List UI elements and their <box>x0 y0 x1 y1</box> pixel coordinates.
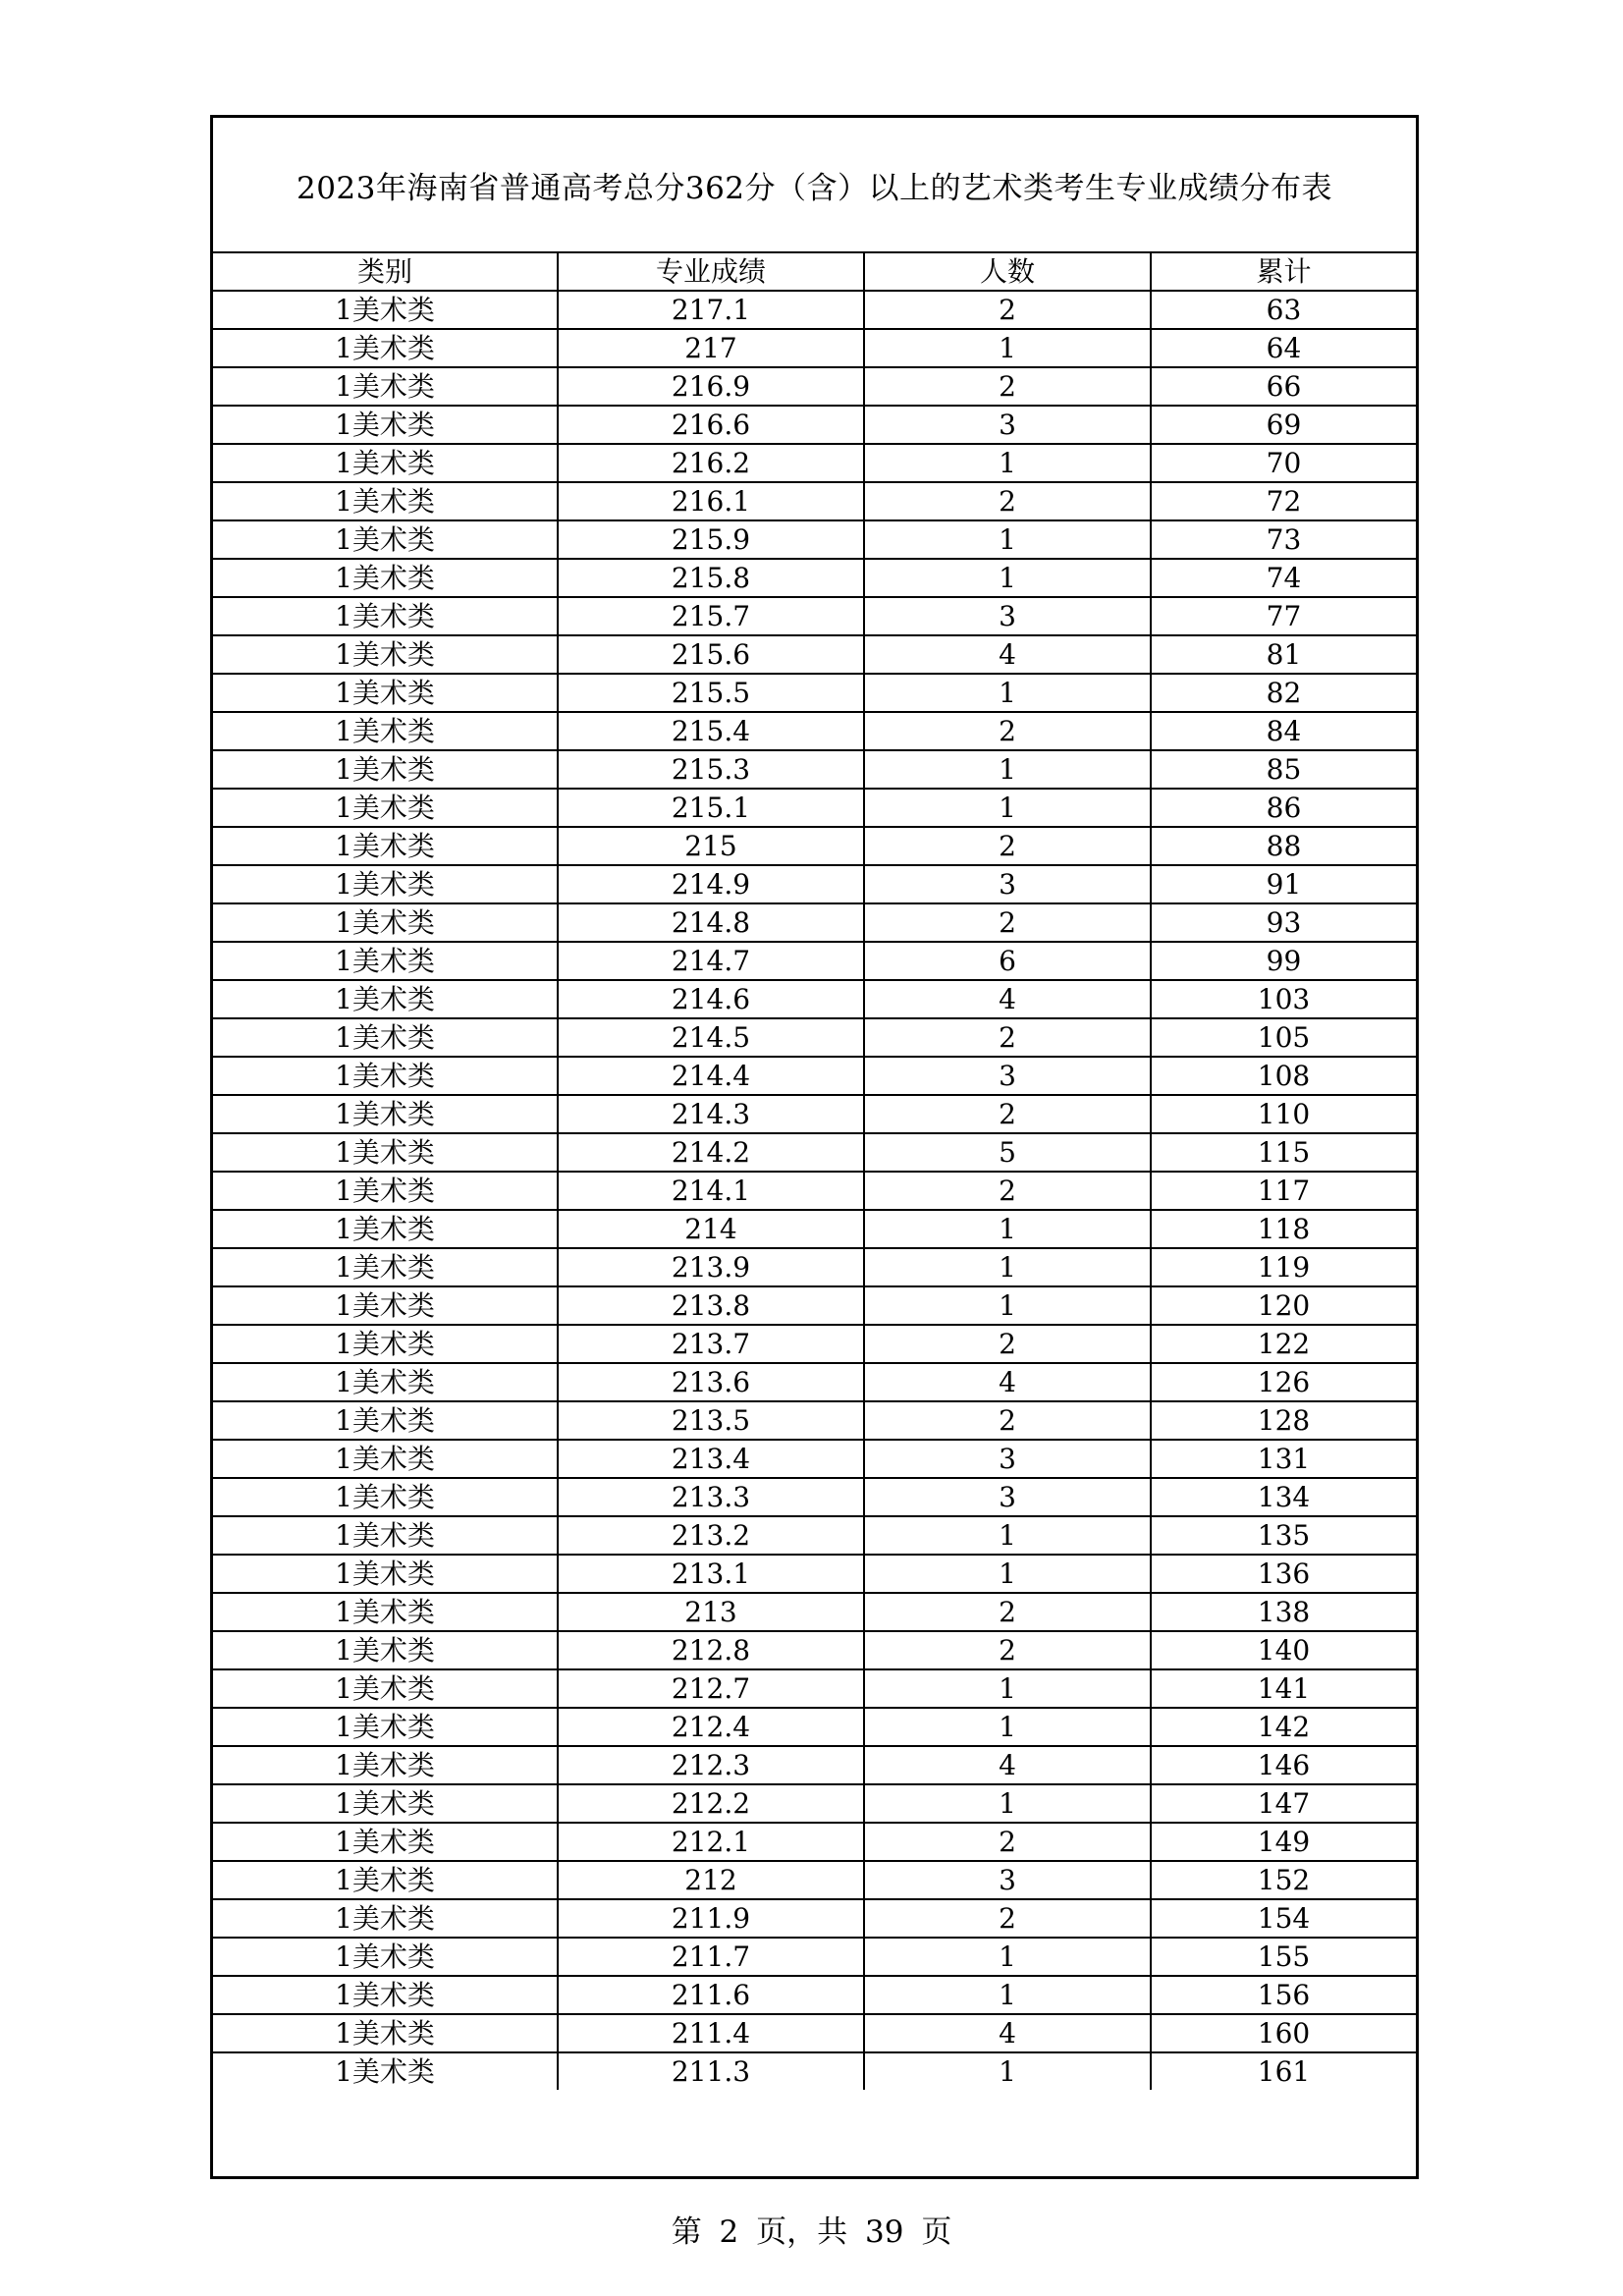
cell-cumulative: 103 <box>1151 980 1416 1018</box>
cell-count: 2 <box>864 712 1151 750</box>
cell-category: 1美术类 <box>213 1669 558 1708</box>
cell-score: 213.8 <box>558 1286 864 1325</box>
table-row <box>213 1363 1416 1401</box>
table-row <box>213 1593 1416 1631</box>
cell-category: 1美术类 <box>213 1784 558 1823</box>
cell-category: 1美术类 <box>213 1555 558 1593</box>
cell-cumulative: 88 <box>1151 827 1416 865</box>
cell-cumulative: 105 <box>1151 1018 1416 1057</box>
cell-count: 1 <box>864 1248 1151 1286</box>
table-row <box>213 329 1416 367</box>
cell-score: 214.5 <box>558 1018 864 1057</box>
cell-count: 2 <box>864 1095 1151 1133</box>
cell-category: 1美术类 <box>213 2052 558 2090</box>
cell-cumulative: 91 <box>1151 865 1416 903</box>
table-row <box>213 750 1416 789</box>
cell-cumulative: 122 <box>1151 1325 1416 1363</box>
cell-count: 1 <box>864 329 1151 367</box>
cell-score: 216.6 <box>558 406 864 444</box>
cell-category: 1美术类 <box>213 1248 558 1286</box>
cell-category: 1美术类 <box>213 903 558 942</box>
cell-score: 213.7 <box>558 1325 864 1363</box>
table-row <box>213 2052 1416 2090</box>
cell-score: 214.4 <box>558 1057 864 1095</box>
cell-score: 217.1 <box>558 291 864 329</box>
table-row <box>213 1631 1416 1669</box>
cell-category: 1美术类 <box>213 1325 558 1363</box>
cell-category: 1美术类 <box>213 597 558 635</box>
table-row <box>213 1478 1416 1516</box>
table-body <box>213 291 1416 2090</box>
cell-score: 212.8 <box>558 1631 864 1669</box>
cell-count: 1 <box>864 1938 1151 1976</box>
cell-cumulative: 154 <box>1151 1899 1416 1938</box>
cell-cumulative: 134 <box>1151 1478 1416 1516</box>
cell-category: 1美术类 <box>213 291 558 329</box>
cell-count: 3 <box>864 1478 1151 1516</box>
cell-category: 1美术类 <box>213 827 558 865</box>
cell-category: 1美术类 <box>213 1516 558 1555</box>
cell-score: 213.6 <box>558 1363 864 1401</box>
cell-category: 1美术类 <box>213 1018 558 1057</box>
cell-score: 215.7 <box>558 597 864 635</box>
cell-count: 4 <box>864 1363 1151 1401</box>
cell-score: 215.8 <box>558 559 864 597</box>
cell-count: 4 <box>864 980 1151 1018</box>
table-row <box>213 1018 1416 1057</box>
cell-cumulative: 161 <box>1151 2052 1416 2090</box>
table-row <box>213 1708 1416 1746</box>
cell-count: 1 <box>864 1708 1151 1746</box>
table-row <box>213 903 1416 942</box>
cell-category: 1美术类 <box>213 482 558 520</box>
cell-cumulative: 131 <box>1151 1440 1416 1478</box>
cell-score: 215.4 <box>558 712 864 750</box>
cell-count: 3 <box>864 1440 1151 1478</box>
footer-prefix: 第 <box>671 2214 702 2250</box>
table-row <box>213 520 1416 559</box>
cell-cumulative: 64 <box>1151 329 1416 367</box>
column-header-score: 专业成绩 <box>558 252 864 291</box>
cell-category: 1美术类 <box>213 1095 558 1133</box>
table-row <box>213 1057 1416 1095</box>
cell-category: 1美术类 <box>213 1401 558 1440</box>
cell-score: 212.1 <box>558 1823 864 1861</box>
cell-category: 1美术类 <box>213 980 558 1018</box>
cell-score: 212.3 <box>558 1746 864 1784</box>
cell-category: 1美术类 <box>213 1172 558 1210</box>
cell-score: 214.6 <box>558 980 864 1018</box>
cell-cumulative: 140 <box>1151 1631 1416 1669</box>
table-row <box>213 1976 1416 2014</box>
cell-category: 1美术类 <box>213 1440 558 1478</box>
table-row <box>213 712 1416 750</box>
cell-score: 216.9 <box>558 367 864 406</box>
cell-category: 1美术类 <box>213 1708 558 1746</box>
cell-count: 5 <box>864 1133 1151 1172</box>
cell-category: 1美术类 <box>213 406 558 444</box>
cell-count: 2 <box>864 1401 1151 1440</box>
cell-score: 212.7 <box>558 1669 864 1708</box>
page-title: 2023年海南省普通高考总分362分（含）以上的艺术类考生专业成绩分布表 <box>296 170 1333 206</box>
cell-category: 1美术类 <box>213 1057 558 1095</box>
table-row <box>213 1669 1416 1708</box>
cell-cumulative: 146 <box>1151 1746 1416 1784</box>
table-row <box>213 1746 1416 1784</box>
table-row <box>213 635 1416 674</box>
cell-score: 214.1 <box>558 1172 864 1210</box>
table-row <box>213 1286 1416 1325</box>
cell-score: 211.9 <box>558 1899 864 1938</box>
table-row <box>213 1516 1416 1555</box>
cell-count: 1 <box>864 2052 1151 2090</box>
cell-count: 3 <box>864 597 1151 635</box>
cell-count: 2 <box>864 1593 1151 1631</box>
cell-count: 1 <box>864 559 1151 597</box>
cell-cumulative: 110 <box>1151 1095 1416 1133</box>
cell-cumulative: 81 <box>1151 635 1416 674</box>
table-row <box>213 865 1416 903</box>
cell-score: 213.2 <box>558 1516 864 1555</box>
cell-category: 1美术类 <box>213 1133 558 1172</box>
cell-score: 213.3 <box>558 1478 864 1516</box>
cell-score: 213 <box>558 1593 864 1631</box>
cell-cumulative: 117 <box>1151 1172 1416 1210</box>
cell-category: 1美术类 <box>213 444 558 482</box>
footer-suffix: 页 <box>921 2214 952 2250</box>
column-header-cumulative: 累计 <box>1151 252 1416 291</box>
table-row <box>213 1401 1416 1440</box>
table-row <box>213 1172 1416 1210</box>
cell-category: 1美术类 <box>213 1861 558 1899</box>
cell-cumulative: 128 <box>1151 1401 1416 1440</box>
table-frame <box>210 115 1419 2179</box>
table-row <box>213 980 1416 1018</box>
cell-count: 1 <box>864 789 1151 827</box>
table-row <box>213 597 1416 635</box>
cell-category: 1美术类 <box>213 1938 558 1976</box>
cell-cumulative: 147 <box>1151 1784 1416 1823</box>
cell-cumulative: 70 <box>1151 444 1416 482</box>
table-row <box>213 1938 1416 1976</box>
cell-score: 211.7 <box>558 1938 864 1976</box>
table-row <box>213 482 1416 520</box>
cell-count: 1 <box>864 1669 1151 1708</box>
cell-score: 215.6 <box>558 635 864 674</box>
cell-count: 4 <box>864 1746 1151 1784</box>
cell-count: 1 <box>864 1286 1151 1325</box>
cell-category: 1美术类 <box>213 329 558 367</box>
cell-count: 2 <box>864 1325 1151 1363</box>
cell-score: 214.3 <box>558 1095 864 1133</box>
cell-cumulative: 99 <box>1151 942 1416 980</box>
cell-score: 214.8 <box>558 903 864 942</box>
cell-count: 1 <box>864 674 1151 712</box>
cell-score: 213.1 <box>558 1555 864 1593</box>
cell-count: 1 <box>864 444 1151 482</box>
cell-count: 2 <box>864 482 1151 520</box>
footer-page-number: 2 <box>719 2214 739 2250</box>
cell-count: 4 <box>864 2014 1151 2052</box>
cell-score: 213.9 <box>558 1248 864 1286</box>
cell-cumulative: 84 <box>1151 712 1416 750</box>
cell-category: 1美术类 <box>213 559 558 597</box>
cell-count: 2 <box>864 1172 1151 1210</box>
cell-category: 1美术类 <box>213 865 558 903</box>
cell-cumulative: 119 <box>1151 1248 1416 1286</box>
cell-category: 1美术类 <box>213 1286 558 1325</box>
cell-cumulative: 72 <box>1151 482 1416 520</box>
cell-count: 3 <box>864 1861 1151 1899</box>
cell-score: 211.4 <box>558 2014 864 2052</box>
cell-count: 2 <box>864 1823 1151 1861</box>
cell-score: 215 <box>558 827 864 865</box>
table-row <box>213 559 1416 597</box>
table-row <box>213 1823 1416 1861</box>
cell-category: 1美术类 <box>213 1363 558 1401</box>
cell-category: 1美术类 <box>213 674 558 712</box>
cell-cumulative: 77 <box>1151 597 1416 635</box>
cell-category: 1美术类 <box>213 635 558 674</box>
column-header-category: 类别 <box>213 252 558 291</box>
table-row <box>213 367 1416 406</box>
table-row <box>213 674 1416 712</box>
cell-category: 1美术类 <box>213 1210 558 1248</box>
cell-category: 1美术类 <box>213 1593 558 1631</box>
table-row <box>213 1210 1416 1248</box>
cell-category: 1美术类 <box>213 789 558 827</box>
table-row <box>213 1555 1416 1593</box>
cell-score: 214.7 <box>558 942 864 980</box>
cell-score: 212.4 <box>558 1708 864 1746</box>
cell-category: 1美术类 <box>213 367 558 406</box>
table-row <box>213 1325 1416 1363</box>
cell-score: 211.3 <box>558 2052 864 2090</box>
cell-score: 216.2 <box>558 444 864 482</box>
cell-cumulative: 135 <box>1151 1516 1416 1555</box>
table-row <box>213 1899 1416 1938</box>
cell-score: 215.3 <box>558 750 864 789</box>
cell-count: 2 <box>864 1899 1151 1938</box>
cell-cumulative: 142 <box>1151 1708 1416 1746</box>
footer-total-pages: 39 <box>865 2214 904 2250</box>
cell-count: 1 <box>864 1555 1151 1593</box>
cell-cumulative: 85 <box>1151 750 1416 789</box>
cell-score: 215.5 <box>558 674 864 712</box>
cell-category: 1美术类 <box>213 520 558 559</box>
cell-score: 213.5 <box>558 1401 864 1440</box>
cell-cumulative: 74 <box>1151 559 1416 597</box>
table-header-row <box>213 252 1416 291</box>
cell-score: 212 <box>558 1861 864 1899</box>
cell-count: 3 <box>864 406 1151 444</box>
cell-score: 215.9 <box>558 520 864 559</box>
cell-cumulative: 156 <box>1151 1976 1416 2014</box>
cell-count: 2 <box>864 903 1151 942</box>
cell-cumulative: 152 <box>1151 1861 1416 1899</box>
cell-score: 216.1 <box>558 482 864 520</box>
table-row <box>213 827 1416 865</box>
cell-cumulative: 115 <box>1151 1133 1416 1172</box>
cell-category: 1美术类 <box>213 1631 558 1669</box>
cell-count: 2 <box>864 1631 1151 1669</box>
cell-count: 2 <box>864 827 1151 865</box>
cell-score: 215.1 <box>558 789 864 827</box>
cell-score: 214.9 <box>558 865 864 903</box>
table-row <box>213 406 1416 444</box>
cell-count: 2 <box>864 1018 1151 1057</box>
table-row <box>213 291 1416 329</box>
table-row <box>213 1440 1416 1478</box>
cell-count: 4 <box>864 635 1151 674</box>
cell-category: 1美术类 <box>213 712 558 750</box>
cell-score: 211.6 <box>558 1976 864 2014</box>
cell-cumulative: 155 <box>1151 1938 1416 1976</box>
score-distribution-table <box>213 251 1416 2090</box>
cell-cumulative: 93 <box>1151 903 1416 942</box>
cell-category: 1美术类 <box>213 942 558 980</box>
cell-cumulative: 66 <box>1151 367 1416 406</box>
cell-cumulative: 160 <box>1151 2014 1416 2052</box>
table-row <box>213 1133 1416 1172</box>
table-row <box>213 1784 1416 1823</box>
cell-category: 1美术类 <box>213 1823 558 1861</box>
cell-count: 1 <box>864 1210 1151 1248</box>
cell-cumulative: 149 <box>1151 1823 1416 1861</box>
cell-score: 212.2 <box>558 1784 864 1823</box>
cell-count: 1 <box>864 750 1151 789</box>
table-row <box>213 1095 1416 1133</box>
cell-cumulative: 69 <box>1151 406 1416 444</box>
cell-cumulative: 73 <box>1151 520 1416 559</box>
cell-cumulative: 108 <box>1151 1057 1416 1095</box>
cell-cumulative: 82 <box>1151 674 1416 712</box>
cell-count: 1 <box>864 1516 1151 1555</box>
cell-count: 2 <box>864 367 1151 406</box>
cell-score: 214 <box>558 1210 864 1248</box>
cell-count: 3 <box>864 1057 1151 1095</box>
cell-score: 213.4 <box>558 1440 864 1478</box>
cell-cumulative: 118 <box>1151 1210 1416 1248</box>
cell-cumulative: 63 <box>1151 291 1416 329</box>
cell-category: 1美术类 <box>213 1478 558 1516</box>
cell-count: 6 <box>864 942 1151 980</box>
table-row <box>213 1861 1416 1899</box>
cell-count: 1 <box>864 1784 1151 1823</box>
cell-category: 1美术类 <box>213 1746 558 1784</box>
table-row <box>213 1248 1416 1286</box>
cell-category: 1美术类 <box>213 1976 558 2014</box>
table-row <box>213 444 1416 482</box>
cell-cumulative: 138 <box>1151 1593 1416 1631</box>
cell-cumulative: 126 <box>1151 1363 1416 1401</box>
cell-cumulative: 141 <box>1151 1669 1416 1708</box>
page-footer <box>0 2207 1623 2251</box>
cell-category: 1美术类 <box>213 2014 558 2052</box>
column-header-count: 人数 <box>864 252 1151 291</box>
cell-cumulative: 136 <box>1151 1555 1416 1593</box>
table-row <box>213 942 1416 980</box>
footer-middle: 页，共 <box>756 2214 848 2250</box>
cell-score: 217 <box>558 329 864 367</box>
cell-category: 1美术类 <box>213 750 558 789</box>
table-row <box>213 789 1416 827</box>
table-row <box>213 2014 1416 2052</box>
cell-score: 214.2 <box>558 1133 864 1172</box>
cell-count: 1 <box>864 1976 1151 2014</box>
cell-cumulative: 120 <box>1151 1286 1416 1325</box>
cell-cumulative: 86 <box>1151 789 1416 827</box>
cell-count: 3 <box>864 865 1151 903</box>
cell-count: 2 <box>864 291 1151 329</box>
cell-category: 1美术类 <box>213 1899 558 1938</box>
cell-count: 1 <box>864 520 1151 559</box>
